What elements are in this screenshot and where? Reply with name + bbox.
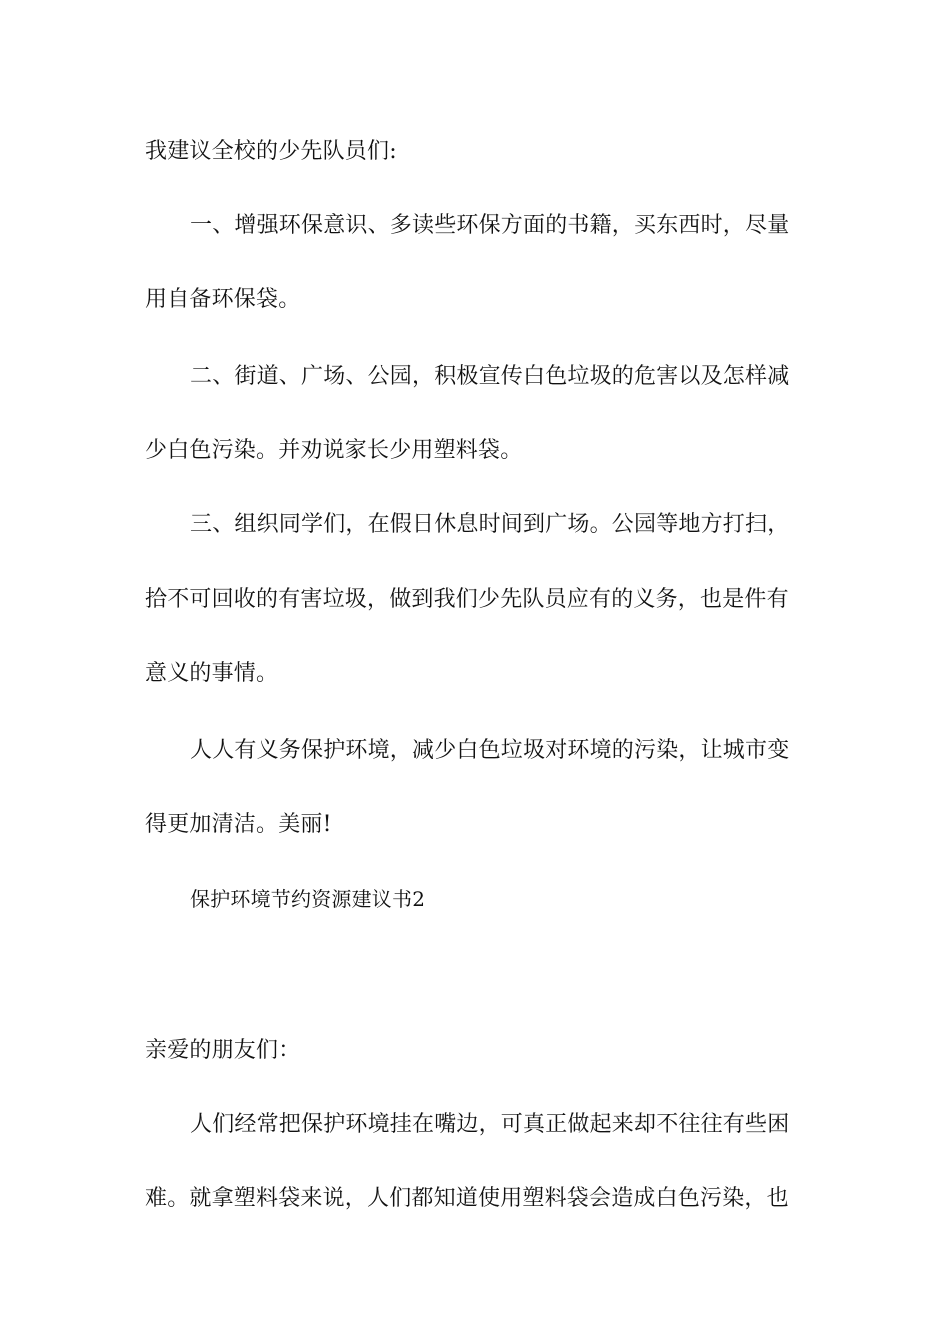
paragraph-line: 二、街道、广场、公园，积极宣传白色垃圾的危害以及怎样减	[190, 364, 790, 389]
salutation-line: 亲爱的朋友们：	[145, 1038, 301, 1063]
section-heading: 保护环境节约资源建议书2	[190, 887, 426, 911]
paragraph-line: 少白色污染。并劝说家长少用塑料袋。	[145, 438, 523, 463]
paragraph-line: 难。就拿塑料袋来说，人们都知道使用塑料袋会造成白色污染，也	[145, 1186, 789, 1211]
paragraph-line: 一、增强环保意识、多读些环保方面的书籍，买东西时，尽量	[190, 213, 790, 238]
paragraph-line: 拾不可回收的有害垃圾，做到我们少先队员应有的义务，也是件有	[145, 587, 789, 612]
paragraph-line: 得更加清洁。美丽!	[145, 812, 332, 837]
paragraph-line: 用自备环保袋。	[145, 287, 301, 312]
paragraph-line: 人人有义务保护环境，减少白色垃圾对环境的污染，让城市变	[190, 738, 790, 763]
paragraph-line: 意义的事情。	[145, 661, 279, 686]
salutation-line: 我建议全校的少先队员们:	[145, 139, 397, 164]
paragraph-line: 人们经常把保护环境挂在嘴边，可真正做起来却不往往有些困	[190, 1112, 790, 1137]
paragraph-line: 三、组织同学们，在假日休息时间到广场。公园等地方打扫，	[190, 512, 790, 537]
